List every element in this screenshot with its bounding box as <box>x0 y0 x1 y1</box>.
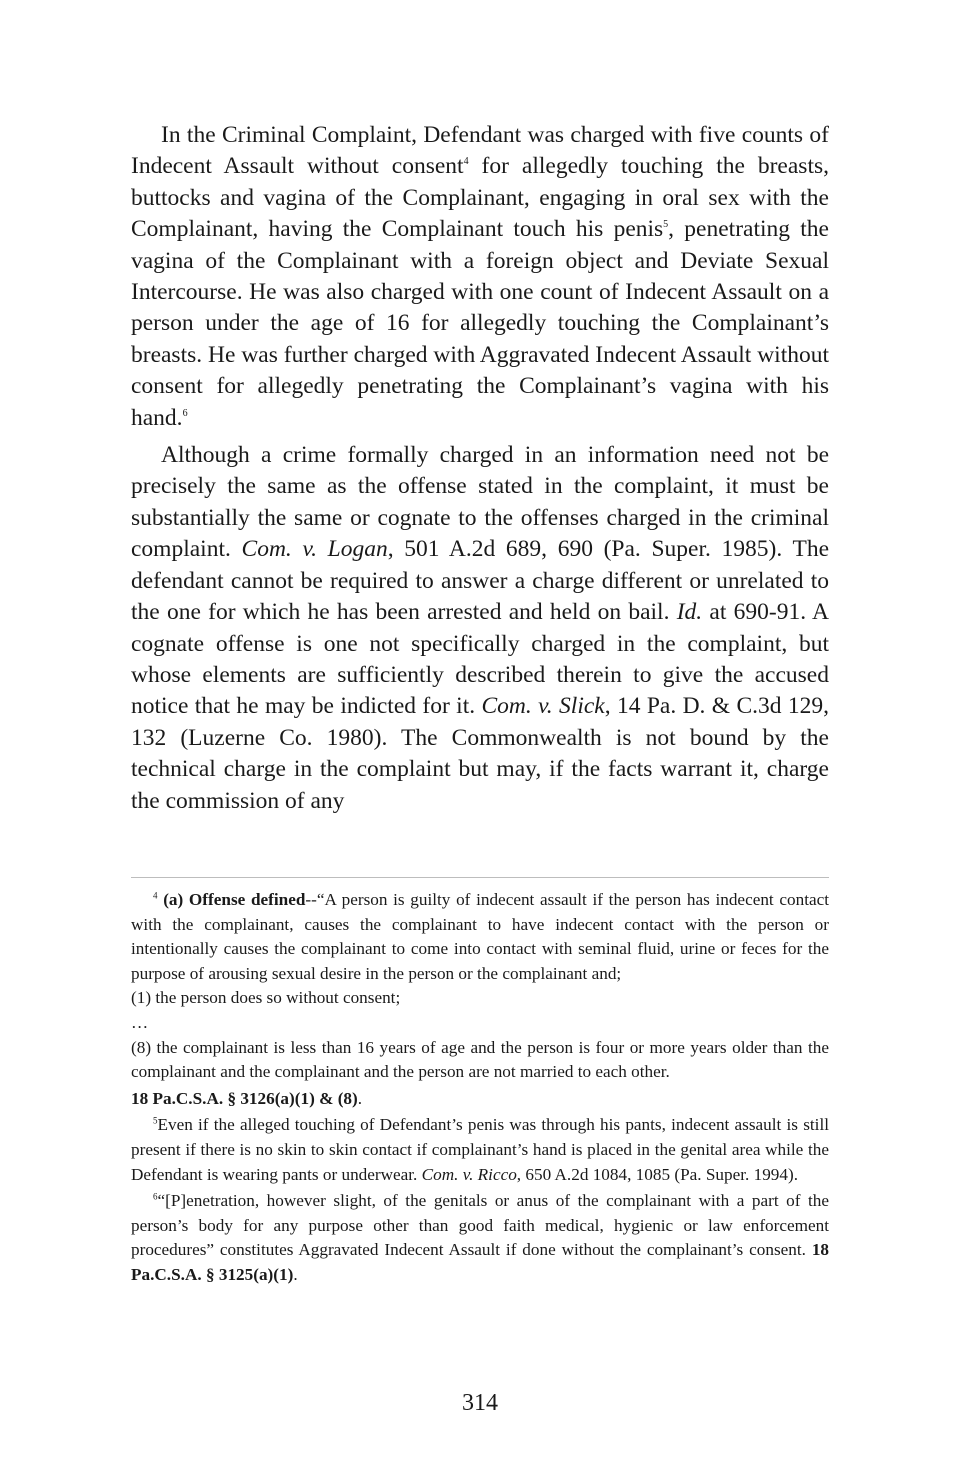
footnote-4-item-8: (8) the complainant is less than 16 years of age and the person is four or more years older than the complainant and the complainant and the person are not married to each other. <box>131 1037 829 1082</box>
page-number: 314 <box>462 1390 498 1416</box>
punctuation: . <box>357 1088 363 1108</box>
case-citation-slick: Com. v. Slick <box>481 693 605 720</box>
case-citation-logan: Com. v. Logan <box>241 536 388 563</box>
footnote-number: 6 <box>153 1191 158 1202</box>
footnote-6 <box>131 1189 829 1287</box>
paragraph-text: , 14 Pa. D. & C.3d 129, 132 (Luzerne Co. 1980). The Commonwealth is not bound by the technical charge in the complaint but may, if the facts warrant it, charge the commission of any <box>131 693 829 814</box>
id-citation: Id. <box>676 599 703 626</box>
paragraph-text: , 501 A.2d 689, 690 (Pa. Super. 1985). The defendant cannot be required to answer a charge different or unrelated to the one for which he has been arrested and held on bail. <box>131 536 829 626</box>
footnote-heading: (a) Offense defined <box>163 890 306 909</box>
main-text <box>131 120 829 817</box>
paragraph-text: at 690-91. A cognate offense is one not specifically charged in the complaint, but whose elements are sufficiently described therein to give the accused notice that he may be indicted for it. <box>131 599 829 720</box>
footnote-4-item-1: (1) the person does so without consent; <box>131 988 401 1008</box>
paragraph-text: Although a crime formally charged in an information need not be precisely the same as the offense stated in the complaint, it must be substantially the same or cognate to the offenses charged in the criminal complaint. <box>131 442 829 563</box>
paragraph-cognate-offense <box>131 440 829 817</box>
punctuation: . <box>293 1264 298 1284</box>
statute-citation: 18 Pa.C.S.A. § 3126(a)(1) & (8) <box>131 1088 358 1108</box>
case-citation-ricco: Com. v. Ricco <box>421 1164 517 1184</box>
paragraph-text: In the Criminal Complaint, Defendant was charged with five counts of Indecent Assault without consent <box>131 122 829 180</box>
footnote-ref-4: 4 <box>463 156 469 168</box>
footnote-number: 5 <box>153 1115 158 1126</box>
footnote-text: , 650 A.2d 1084, 1085 (Pa. Super. 1994). <box>516 1164 798 1184</box>
footnote-ref-6: 6 <box>182 407 188 419</box>
footnote-text: Even if the alleged touching of Defendant’s penis was through his pants, indecent assault is still present if there is no skin to skin contact if complainant’s hand is placed in the genital area while the Defendant is wearing pants or underwear. <box>131 1115 829 1184</box>
footnote-4-citation <box>131 1087 829 1112</box>
footnote-number: 4 <box>153 890 158 901</box>
footnotes <box>131 888 829 1288</box>
footnote-4-ellipsis: … <box>131 1012 149 1032</box>
paragraph-text: for allegedly touching the breasts, buttocks and vagina of the Complainant, engaging in oral sex with the Complainant, having the Complainant touch his penis <box>131 153 829 243</box>
footnote-4 <box>131 888 829 986</box>
statute-citation: 18 Pa.C.S.A. § 3125(a)(1) <box>131 1240 829 1284</box>
footnote-divider <box>131 877 829 878</box>
footnote-5 <box>131 1113 829 1187</box>
paragraph-text: , penetrating the vagina of the Complainant with a foreign object and Deviate Sexual Intercourse. He was also charged with one count of Indecent Assault on a person under the age of 16 for allegedly touching the Complainant’s breasts. He was further charged with Aggravated Indecent Assault without consent for allegedly penetrating the Complainant’s vagina with his hand. <box>131 216 829 431</box>
footnote-text: “[P]enetration, however slight, of the genitals or anus of the complainant with a part of the person’s body for any purpose other than good faith medical, hygienic or law enforcement procedures” constitutes Aggravated Indecent Assault if done without the complainant’s consent. <box>131 1191 829 1260</box>
paragraph-criminal-complaint <box>131 120 829 434</box>
footnote-ref-5: 5 <box>663 219 669 231</box>
footnote-text: --“A person is guilty of indecent assault if the person has indecent contact with the complainant, causes the complainant to have indecent contact with the person or intentionally causes the complainant to come into contact with seminal fluid, urine or feces for the purpose of arousing sexual desire in the person or the complainant and; <box>131 890 830 983</box>
